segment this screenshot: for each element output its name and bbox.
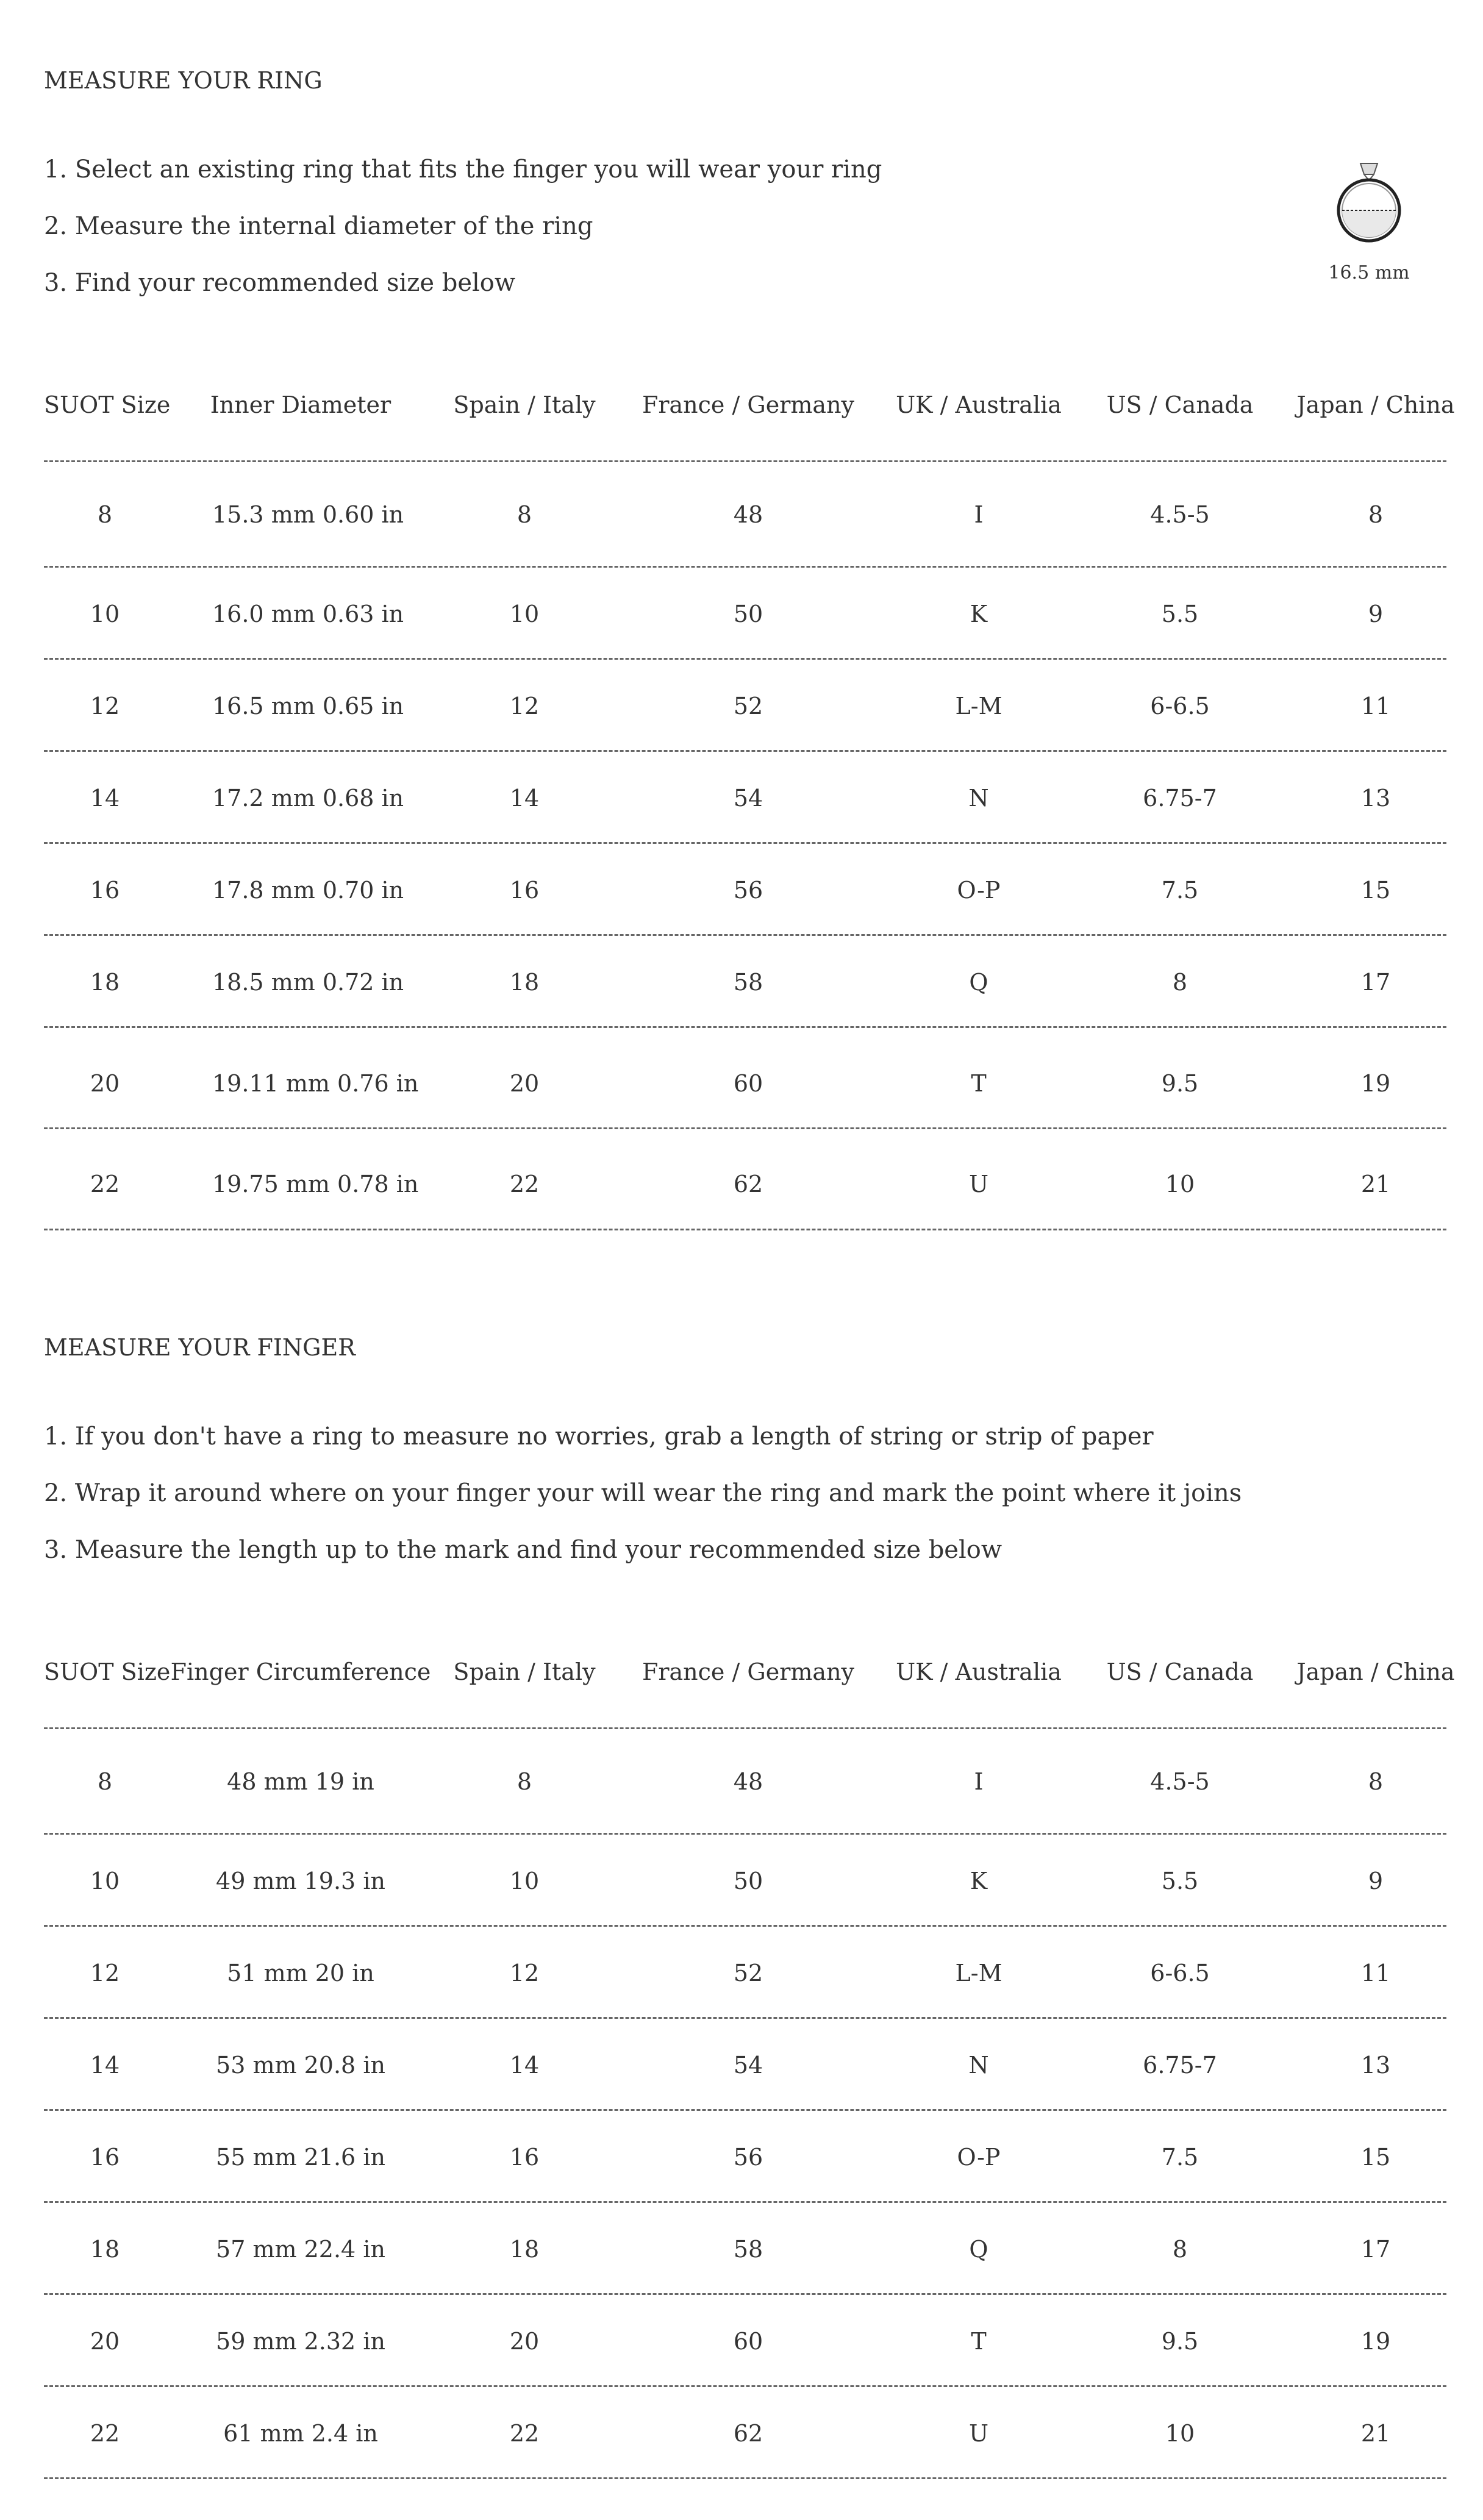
ring-row-us-canada: 4.5-5 — [1150, 501, 1210, 528]
finger-table-divider — [44, 2017, 1446, 2019]
finger-header-spain-italy: Spain / Italy — [453, 1658, 596, 1685]
ring-row-uk-australia: I — [974, 501, 984, 528]
finger-row-spain-italy: 18 — [509, 2236, 540, 2263]
finger-row-france-germany: 62 — [733, 2420, 763, 2447]
finger-row-us-canada: 6.75-7 — [1143, 2052, 1217, 2079]
finger-row-suot-size: 16 — [90, 2144, 120, 2171]
finger-row-circumference: 61 mm 2.4 in — [223, 2420, 378, 2447]
finger-row-japan-china: 11 — [1360, 1960, 1391, 1986]
finger-row-suot-size: 18 — [90, 2236, 120, 2263]
finger-table-divider — [44, 2477, 1446, 2479]
ring-row-us-canada: 7.5 — [1161, 877, 1199, 904]
ring-row-uk-australia: N — [968, 785, 989, 812]
ring-row-uk-australia: K — [970, 601, 988, 627]
finger-table-divider — [44, 1727, 1446, 1729]
finger-row-france-germany: 48 — [733, 1768, 763, 1795]
finger-row-suot-size: 14 — [90, 2052, 120, 2079]
finger-row-japan-china: 8 — [1368, 1768, 1384, 1795]
finger-row-uk-australia: K — [970, 1868, 988, 1894]
ring-row-france-germany: 58 — [733, 969, 763, 996]
finger-row-france-germany: 56 — [733, 2144, 763, 2171]
ring-table-divider — [44, 934, 1446, 936]
finger-table-divider — [44, 2201, 1446, 2203]
ring-row-france-germany: 50 — [733, 601, 763, 627]
ring-diameter-icon — [1329, 160, 1409, 254]
ring-row-inner-diameter: 17.8 mm 0.70 in — [212, 877, 404, 904]
finger-row-suot-size: 8 — [97, 1768, 113, 1795]
ring-table-divider — [44, 1127, 1446, 1129]
ring-row-japan-china: 9 — [1368, 601, 1384, 627]
finger-row-suot-size: 10 — [90, 1868, 120, 1894]
finger-row-spain-italy: 12 — [509, 1960, 540, 1986]
ring-row-us-canada: 8 — [1172, 969, 1188, 996]
finger-table-divider — [44, 2385, 1446, 2387]
finger-row-us-canada: 5.5 — [1161, 1868, 1199, 1894]
finger-header-finger-circumference: Finger Circumference — [170, 1658, 431, 1685]
finger-row-france-germany: 54 — [733, 2052, 763, 2079]
finger-row-spain-italy: 14 — [509, 2052, 540, 2079]
finger-table-divider — [44, 2109, 1446, 2111]
finger-row-uk-australia: N — [968, 2052, 989, 2079]
finger-row-us-canada: 10 — [1165, 2420, 1195, 2447]
ring-row-suot-size: 22 — [90, 1171, 120, 1198]
ring-step-1: 1. Select an existing ring that fits the finger you will wear your ring — [44, 155, 882, 184]
ring-table-divider — [44, 658, 1446, 660]
ring-row-france-germany: 54 — [733, 785, 763, 812]
ring-row-japan-china: 21 — [1360, 1171, 1391, 1198]
ring-row-us-canada: 6.75-7 — [1143, 785, 1217, 812]
ring-row-inner-diameter: 18.5 mm 0.72 in — [212, 969, 404, 996]
finger-row-spain-italy: 10 — [509, 1868, 540, 1894]
finger-row-france-germany: 50 — [733, 1868, 763, 1894]
ring-table-divider — [44, 1229, 1446, 1230]
ring-header-suot-size: SUOT Size — [44, 391, 171, 418]
ring-row-suot-size: 18 — [90, 969, 120, 996]
finger-row-us-canada: 9.5 — [1161, 2328, 1199, 2355]
ring-row-spain-italy: 10 — [509, 601, 540, 627]
ring-header-spain-italy: Spain / Italy — [453, 391, 596, 418]
ring-row-japan-china: 17 — [1360, 969, 1391, 996]
finger-section-heading: MEASURE YOUR FINGER — [44, 1334, 356, 1361]
ring-row-uk-australia: O-P — [957, 877, 1001, 904]
finger-row-japan-china: 9 — [1368, 1868, 1384, 1894]
ring-diameter-caption: 16.5 mm — [1328, 262, 1410, 284]
ring-row-uk-australia: T — [971, 1070, 987, 1097]
finger-row-us-canada: 8 — [1172, 2236, 1188, 2263]
finger-row-circumference: 48 mm 19 in — [227, 1768, 374, 1795]
finger-row-us-canada: 4.5-5 — [1150, 1768, 1210, 1795]
ring-row-inner-diameter: 16.0 mm 0.63 in — [212, 601, 404, 627]
finger-header-france-germany: France / Germany — [641, 1658, 855, 1685]
ring-row-uk-australia: L-M — [955, 693, 1002, 719]
finger-table-divider — [44, 1925, 1446, 1927]
finger-row-japan-china: 21 — [1360, 2420, 1391, 2447]
ring-step-2: 2. Measure the internal diameter of the ring — [44, 212, 593, 240]
finger-row-france-germany: 60 — [733, 2328, 763, 2355]
ring-row-japan-china: 13 — [1360, 785, 1391, 812]
finger-row-spain-italy: 8 — [516, 1768, 532, 1795]
ring-row-inner-diameter: 19.11 mm 0.76 in — [212, 1070, 419, 1097]
ring-row-uk-australia: U — [968, 1171, 989, 1198]
finger-row-uk-australia: L-M — [955, 1960, 1002, 1986]
ring-row-uk-australia: Q — [969, 969, 988, 996]
ring-row-spain-italy: 22 — [509, 1171, 540, 1198]
finger-row-us-canada: 6-6.5 — [1150, 1960, 1210, 1986]
ring-row-suot-size: 20 — [90, 1070, 120, 1097]
finger-row-france-germany: 52 — [733, 1960, 763, 1986]
finger-row-circumference: 53 mm 20.8 in — [216, 2052, 385, 2079]
ring-table-divider — [44, 842, 1446, 844]
finger-row-suot-size: 22 — [90, 2420, 120, 2447]
ring-row-inner-diameter: 19.75 mm 0.78 in — [212, 1171, 419, 1198]
finger-row-circumference: 59 mm 2.32 in — [216, 2328, 385, 2355]
ring-row-spain-italy: 20 — [509, 1070, 540, 1097]
finger-row-suot-size: 20 — [90, 2328, 120, 2355]
finger-row-france-germany: 58 — [733, 2236, 763, 2263]
ring-table-divider — [44, 750, 1446, 752]
ring-row-japan-china: 11 — [1360, 693, 1391, 719]
ring-row-inner-diameter: 17.2 mm 0.68 in — [212, 785, 404, 812]
ring-row-japan-china: 19 — [1360, 1070, 1391, 1097]
finger-row-spain-italy: 16 — [509, 2144, 540, 2171]
ring-header-japan-china: Japan / China — [1296, 391, 1455, 418]
finger-row-suot-size: 12 — [90, 1960, 120, 1986]
finger-row-uk-australia: U — [968, 2420, 989, 2447]
ring-row-france-germany: 52 — [733, 693, 763, 719]
finger-row-circumference: 55 mm 21.6 in — [216, 2144, 385, 2171]
ring-section-heading: MEASURE YOUR RING — [44, 67, 323, 94]
ring-row-suot-size: 8 — [97, 501, 113, 528]
finger-row-japan-china: 15 — [1360, 2144, 1391, 2171]
ring-row-france-germany: 62 — [733, 1171, 763, 1198]
ring-header-france-germany: France / Germany — [641, 391, 855, 418]
finger-table-divider — [44, 2293, 1446, 2295]
ring-row-inner-diameter: 16.5 mm 0.65 in — [212, 693, 404, 719]
ring-step-3: 3. Find your recommended size below — [44, 269, 516, 297]
finger-row-spain-italy: 22 — [509, 2420, 540, 2447]
finger-step-2: 2. Wrap it around where on your finger your will wear the ring and mark the point where it joins — [44, 1479, 1242, 1507]
finger-header-uk-australia: UK / Australia — [896, 1658, 1062, 1685]
finger-header-us-canada: US / Canada — [1106, 1658, 1254, 1685]
finger-row-uk-australia: T — [971, 2328, 987, 2355]
finger-table-divider — [44, 1833, 1446, 1835]
ring-row-france-germany: 60 — [733, 1070, 763, 1097]
ring-row-us-canada: 9.5 — [1161, 1070, 1199, 1097]
finger-row-spain-italy: 20 — [509, 2328, 540, 2355]
finger-row-us-canada: 7.5 — [1161, 2144, 1199, 2171]
ring-row-suot-size: 10 — [90, 601, 120, 627]
finger-header-suot-size: SUOT Size — [44, 1658, 171, 1685]
finger-row-japan-china: 17 — [1360, 2236, 1391, 2263]
ring-header-uk-australia: UK / Australia — [896, 391, 1062, 418]
ring-row-inner-diameter: 15.3 mm 0.60 in — [212, 501, 404, 528]
ring-row-us-canada: 5.5 — [1161, 601, 1199, 627]
finger-row-uk-australia: I — [974, 1768, 984, 1795]
ring-row-spain-italy: 18 — [509, 969, 540, 996]
ring-table-divider — [44, 1026, 1446, 1028]
ring-row-suot-size: 14 — [90, 785, 120, 812]
finger-row-japan-china: 19 — [1360, 2328, 1391, 2355]
finger-row-circumference: 57 mm 22.4 in — [216, 2236, 385, 2263]
finger-row-uk-australia: O-P — [957, 2144, 1001, 2171]
ring-row-japan-china: 8 — [1368, 501, 1384, 528]
ring-row-france-germany: 56 — [733, 877, 763, 904]
ring-row-spain-italy: 12 — [509, 693, 540, 719]
finger-header-japan-china: Japan / China — [1296, 1658, 1455, 1685]
ring-row-japan-china: 15 — [1360, 877, 1391, 904]
finger-row-japan-china: 13 — [1360, 2052, 1391, 2079]
ring-row-spain-italy: 8 — [516, 501, 532, 528]
ring-row-suot-size: 12 — [90, 693, 120, 719]
finger-row-circumference: 51 mm 20 in — [227, 1960, 374, 1986]
finger-row-circumference: 49 mm 19.3 in — [216, 1868, 385, 1894]
ring-table-divider — [44, 566, 1446, 568]
ring-header-inner-diameter: Inner Diameter — [210, 391, 391, 418]
ring-row-us-canada: 10 — [1165, 1171, 1195, 1198]
finger-row-uk-australia: Q — [969, 2236, 988, 2263]
ring-row-spain-italy: 14 — [509, 785, 540, 812]
ring-row-us-canada: 6-6.5 — [1150, 693, 1210, 719]
finger-step-3: 3. Measure the length up to the mark and find your recommended size below — [44, 1536, 1002, 1564]
ring-row-france-germany: 48 — [733, 501, 763, 528]
finger-step-1: 1. If you don't have a ring to measure no worries, grab a length of string or strip of paper — [44, 1422, 1154, 1451]
ring-header-us-canada: US / Canada — [1106, 391, 1254, 418]
ring-table-divider — [44, 460, 1446, 462]
ring-row-suot-size: 16 — [90, 877, 120, 904]
ring-row-spain-italy: 16 — [509, 877, 540, 904]
